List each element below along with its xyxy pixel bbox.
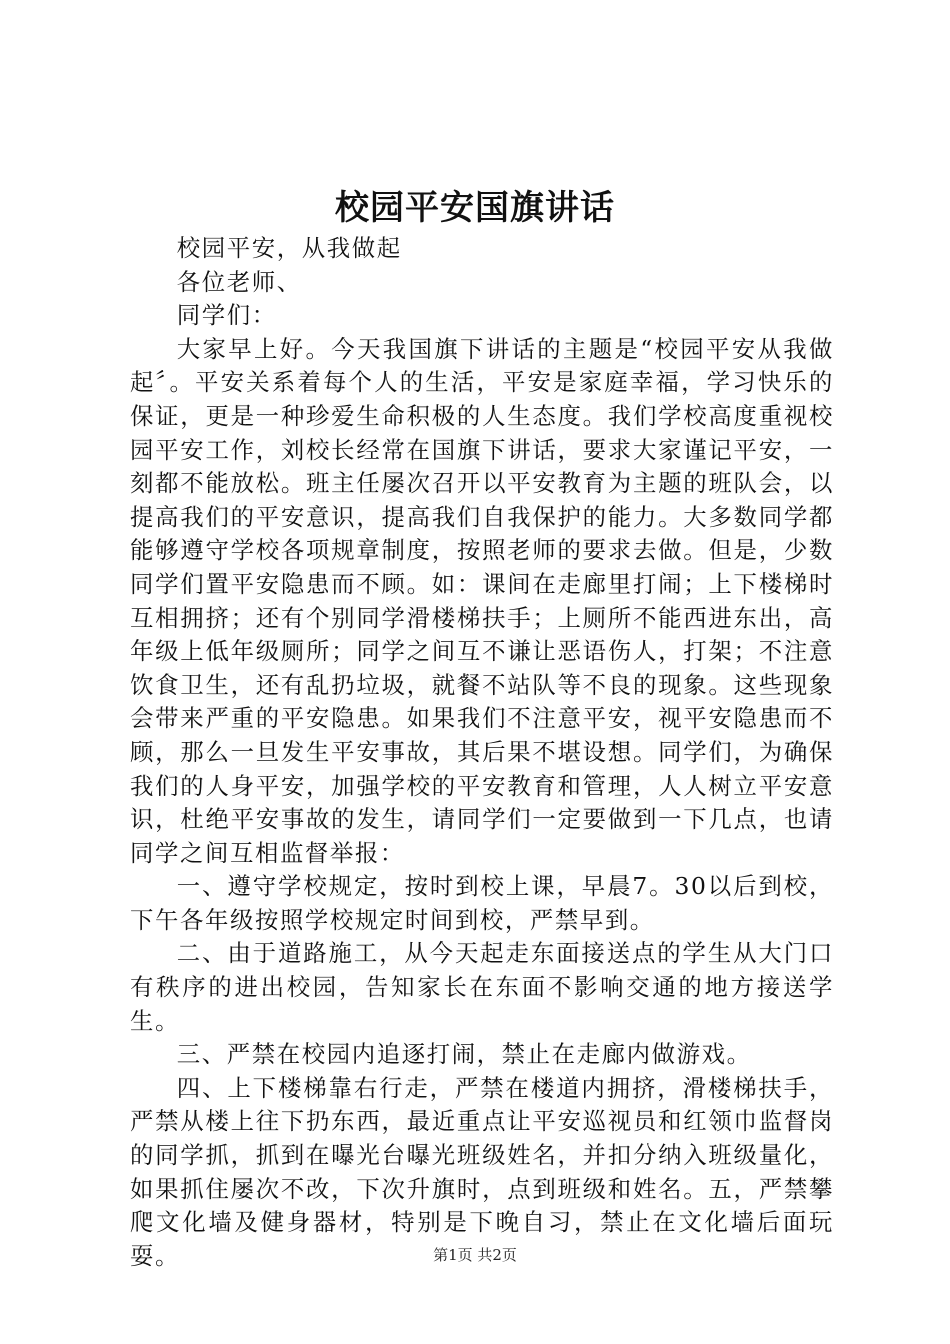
rule-item: 一、遵守学校规定，按时到校上课，早晨7。30以后到校，下午各年级按照学校规定时间到校，严禁早到。 xyxy=(130,872,834,934)
rule-item: 二、由于道路施工，从今天起走东面接送点的学生从大门口有秩序的进出校园，告知家长在东面不影响交通的地方接送学生。 xyxy=(130,939,834,1035)
page-title: 校园平安国旗讲话 xyxy=(335,188,615,228)
salutation-students: 同学们： xyxy=(176,301,277,330)
body-paragraph: 大家早上好。今天我国旗下讲话的主题是“校园平安从我做起〞。平安关系着每个人的生活，平安是家庭幸福，学习快乐的保证，更是一种珍爱生命积极的人生态度。我们学校高度重视校园平安工作，刘校长经常在国旗下讲话，要求大家谨记平安，一刻都不能放松。班主任屡次召开以平安教育为主题的班队会，以提高我们的平安意识，提高我们自我保护的能力。大多数同学都能够遵守学校各项规章制度，按照老师的要求去做。但是，少数同学们置平安隐患而不顾。如：课间在走廊里打闹；上下楼梯时互相拥挤；还有个别同学滑楼梯扶手；上厕所不能西进东出，高年级上低年级厕所；同学之间互不谦让恶语伤人，打架；不注意饮食卫生，还有乱扔垃圾，就餐不站队等不良的现象。这些现象会带来严重的平安隐患。如果我们不注意平安，视平安隐患而不顾，那么一旦发生平安事故，其后果不堪设想。同学们，为确保我们的人身平安，加强学校的平安教育和管理，人人树立平安意识，杜绝平安事故的发生，请同学们一定要做到一下几点，也请同学之间互相监督举报： xyxy=(130,334,834,867)
rule-item: 三、严禁在校园内追逐打闹，禁止在走廊内做游戏。 xyxy=(176,1040,752,1069)
salutation-teachers: 各位老师、 xyxy=(176,267,302,296)
document-body xyxy=(130,232,834,1273)
page-number-footer: 第1页 共2页 xyxy=(433,1246,517,1264)
speech-subtitle: 校园平安，从我做起 xyxy=(176,234,402,262)
rule-item: 四、上下楼梯靠右行走，严禁在楼道内拥挤，滑楼梯扶手，严禁从楼上往下扔东西，最近重点让平安巡视员和红领巾监督岗的同学抓，抓到在曝光台曝光班级姓名，并扣分纳入班级量化，如果抓住屡次不改，下次升旗时，点到班级和姓名。五，严禁攀爬文化墙及健身器材，特别是下晚自习，禁止在文化墙后面玩耍。 xyxy=(130,1073,834,1270)
